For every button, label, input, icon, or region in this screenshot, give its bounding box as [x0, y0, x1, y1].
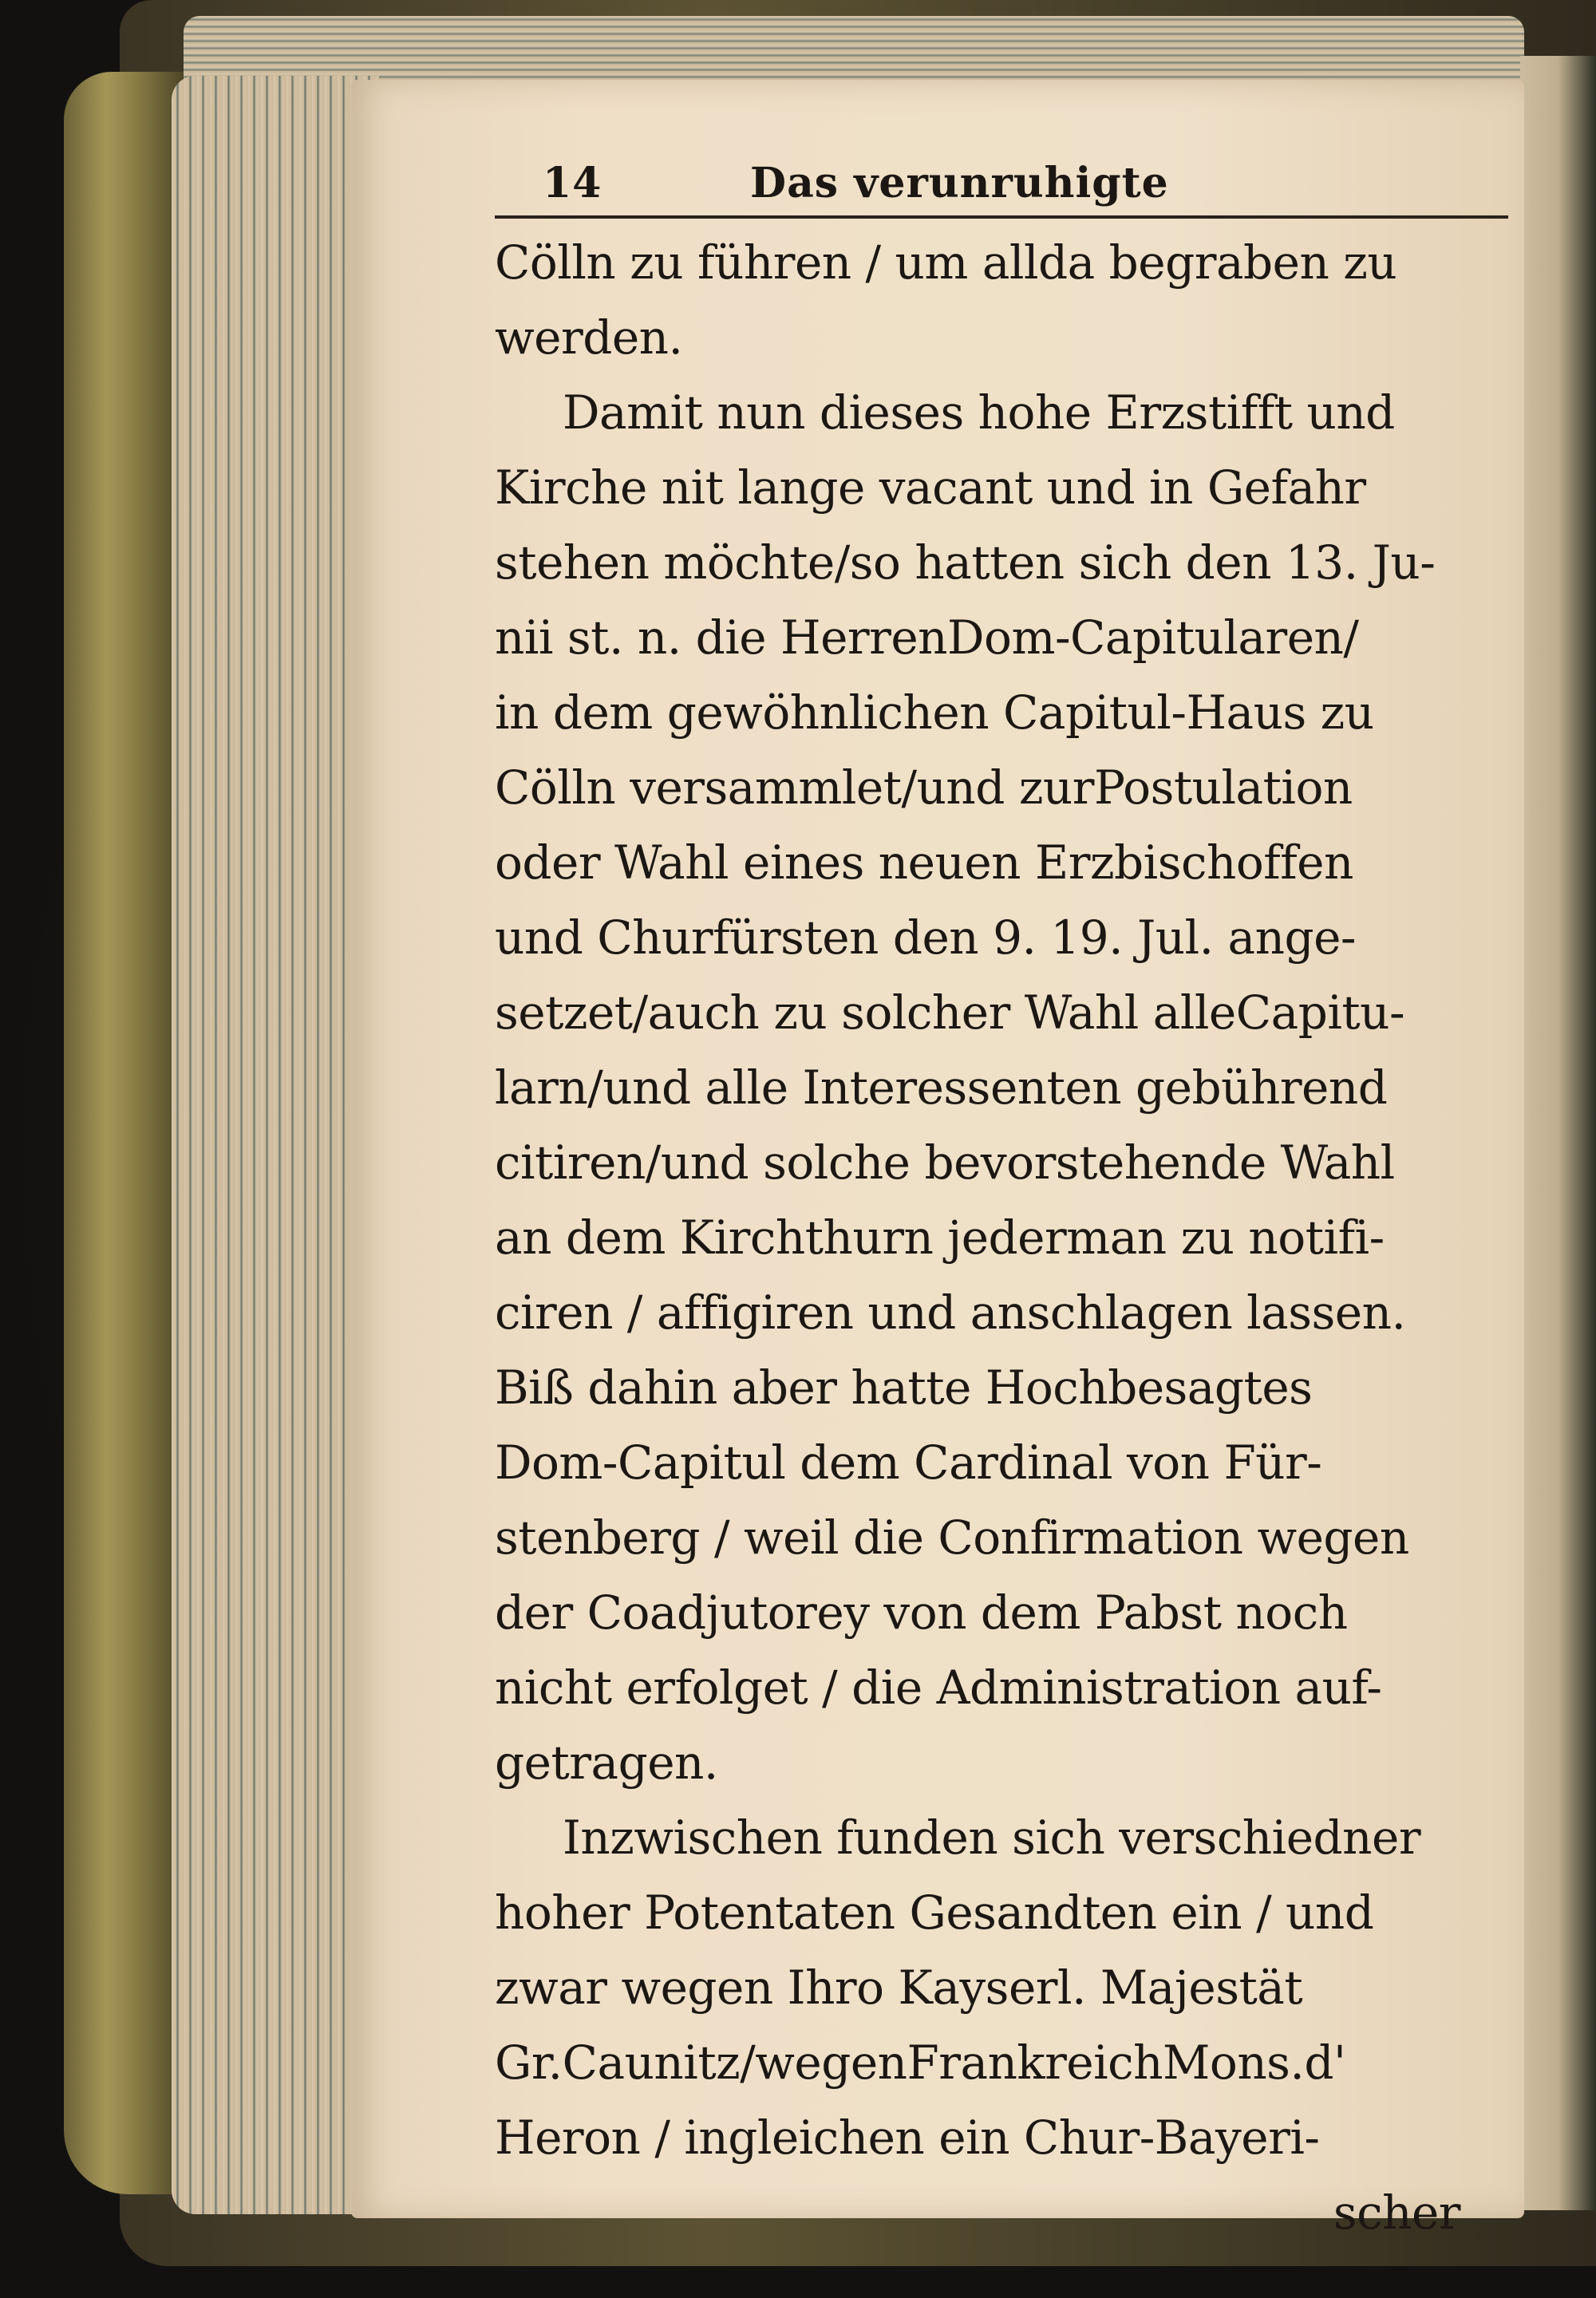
- right-page-edge: [1520, 56, 1596, 2210]
- text-line: nicht erfolget / die Administration auf-: [495, 1660, 1382, 1715]
- text-line: Damit nun dieses hohe Erzstifft und: [563, 385, 1395, 440]
- text-line: Gr.Caunitz/wegenFrankreichMons.d': [495, 2035, 1346, 2090]
- page-text-block: [495, 140, 1508, 2250]
- text-line: in dem gewöhnlichen Capitul-Haus zu: [495, 685, 1374, 740]
- text-line: der Coadjutorey von dem Pabst noch: [495, 1585, 1348, 1640]
- text-line: nii st. n. die HerrenDom-Capitularen/: [495, 610, 1359, 665]
- running-head-title: Das verunruhigte: [750, 159, 1169, 207]
- text-line: getragen.: [495, 1735, 718, 1790]
- text-line: Biß dahin aber hatte Hochbesagtes: [495, 1360, 1313, 1415]
- catchword: scher: [1333, 2185, 1460, 2240]
- text-line: citiren/und solche bevorstehende Wahl: [495, 1135, 1395, 1190]
- running-head: [495, 140, 1508, 219]
- text-line: larn/und alle Interessenten gebührend: [495, 1060, 1388, 1115]
- text-line: Cölln zu führen / um allda begraben zu: [495, 235, 1397, 290]
- text-line: setzet/auch zu solcher Wahl alleCapitu-: [495, 985, 1405, 1040]
- text-line: werden.: [495, 310, 683, 365]
- text-line: Cölln versammlet/und zurPostulation: [495, 760, 1353, 815]
- text-line: Dom-Capitul dem Cardinal von Für-: [495, 1435, 1322, 1490]
- text-line: stenberg / weil die Confirmation wegen: [495, 1510, 1409, 1565]
- text-line: ciren / affigiren und anschlagen lassen.: [495, 1285, 1406, 1340]
- text-line: oder Wahl eines neuen Erzbischoffen: [495, 835, 1353, 890]
- text-line: Heron / ingleichen ein Chur-Bayeri-: [495, 2110, 1320, 2165]
- gilt-page-edge: [64, 72, 184, 2194]
- text-line: und Churfürsten den 9. 19. Jul. ange-: [495, 910, 1357, 965]
- text-line: zwar wegen Ihro Kayserl. Majestät: [495, 1960, 1303, 2015]
- text-line: hoher Potentaten Gesandten ein / und: [495, 1885, 1374, 1940]
- text-line: an dem Kirchthurn jederman zu notifi-: [495, 1210, 1385, 1265]
- text-line: Inzwischen funden sich verschiedner: [563, 1810, 1421, 1865]
- text-line: stehen möchte/so hatten sich den 13. Ju-: [495, 535, 1436, 590]
- page-number: 14: [543, 159, 602, 207]
- text-lines: [495, 225, 1508, 2175]
- left-page-stack: [172, 76, 379, 2214]
- text-line: Kirche nit lange vacant und in Gefahr: [495, 460, 1366, 515]
